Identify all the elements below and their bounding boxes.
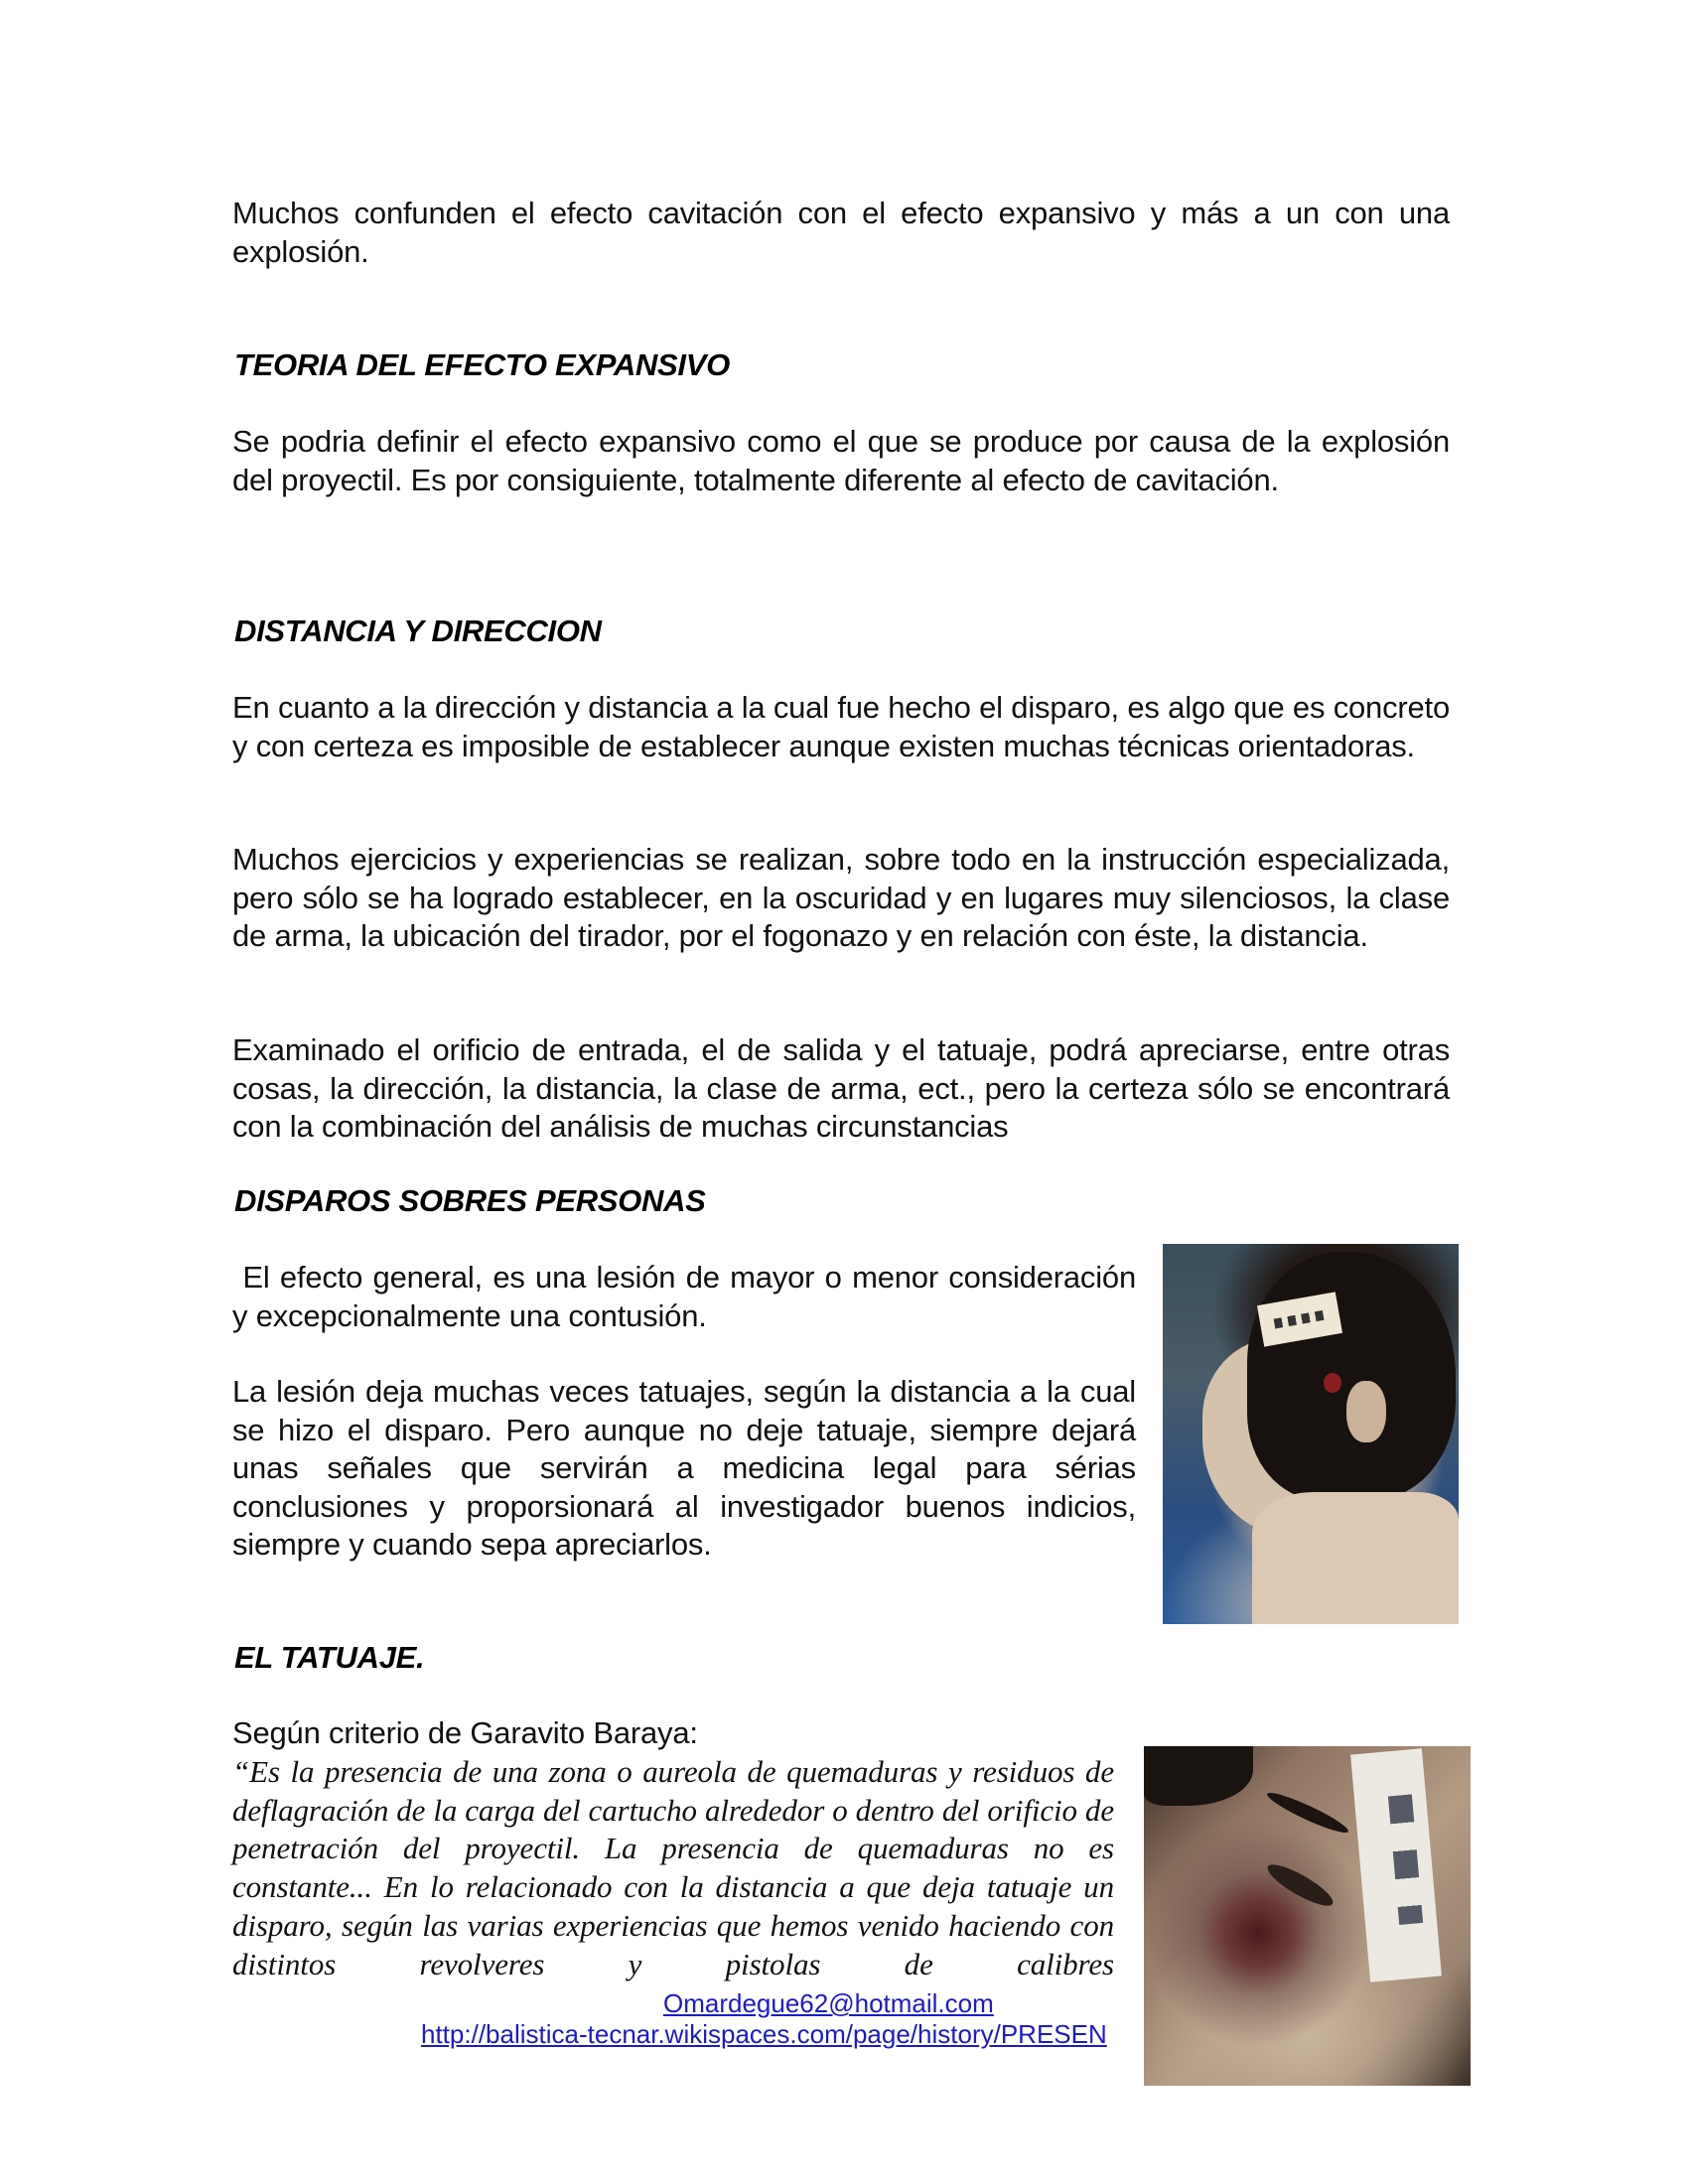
heading-disparos-sobre-personas: DISPAROS SOBRES PERSONAS	[234, 1183, 706, 1218]
heading-teoria-efecto-expansivo: TEORIA DEL EFECTO EXPANSIVO	[234, 347, 730, 382]
paragraph-efecto-general: El efecto general, es una lesión de mayor o menor consideración y excepcionalmente una contusión.	[232, 1260, 1145, 1333]
quote-garavito-baraya: “Es la presencia de una zona o aureola de quemaduras y residuos de deflagración de la carga del cartucho alrededor o dentro del orificio de penetración del proyectil. La presencia de quemaduras no es constante... En lo relacionado con la distancia a que deja tatuaje un disparo, según las varias experiencias que hemos venido haciendo con distintos revolveres y pistolas de calibres	[232, 1754, 1114, 1981]
footer-url-link[interactable]: http://balistica-tecnar.wikispaces.com/page/history/PRESEN	[421, 2019, 1107, 2049]
paragraph-ejercicios-experiencias: Muchos ejercicios y experiencias se realizan, sobre todo en la instrucción especializada, pero sólo se ha logrado establecer, en la oscuridad y en lugares muy silenciosos, la clase de arma, la ubicación del tirador, por el fogonazo y en relación con éste, la distancia.	[232, 842, 1450, 953]
paragraph-direccion-distancia: En cuanto a la dirección y distancia a la cual fue hecho el disparo, es algo que es concreto y con certeza es imposible de establecer aunque existen muchas técnicas orientadoras.	[232, 690, 1450, 763]
photo-hair-shape	[1247, 1252, 1456, 1500]
paragraph-efecto-expansivo: Se podria definir el efecto expansivo como el que se produce por causa de la explosión del proyectil. Es por consiguiente, totalmente diferente al efecto de cavitación.	[232, 424, 1450, 497]
heading-distancia-direccion: DISTANCIA Y DIRECCION	[234, 614, 602, 648]
heading-el-tatuaje: EL TATUAJE.	[234, 1640, 425, 1675]
paragraph-criterio-garavito: Según criterio de Garavito Baraya:	[232, 1715, 698, 1750]
photo-evidence-scale	[1350, 1748, 1442, 1981]
photo-neck-shape	[1252, 1492, 1459, 1624]
photo-eyebrow-shape	[1264, 1788, 1350, 1839]
paragraph-orificio-entrada: Examinado el orificio de entrada, el de salida y el tatuaje, podrá apreciarse, entre otras cosas, la dirección, la distancia, la clase de arma, ect., pero la certeza sólo se encontrará con la combinación del análisis de muchas circunstancias	[232, 1032, 1450, 1144]
photo-eye-shape	[1263, 1858, 1337, 1913]
photo-ear-shape	[1346, 1381, 1386, 1442]
footer-email-link[interactable]: Omardegue62@hotmail.com	[663, 1988, 994, 2018]
photo-profile-head-wound	[1163, 1244, 1459, 1624]
intro-paragraph: Muchos confunden el efecto cavitación con el efecto expansivo y más a un con una explosión.	[232, 196, 1450, 269]
photo-wound-mark	[1324, 1373, 1341, 1393]
paragraph-lesion-tatuajes: La lesión deja muchas veces tatuajes, según la distancia a la cual se hizo el disparo. Pero aunque no deje tatuaje, siempre dejará unas señales que servirán a medicina legal para sérias conclusiones y proporsionará al investigador buenos indicios, siempre y cuando sepa apreciarlos.	[232, 1374, 1136, 1562]
photo-hair-shape	[1144, 1746, 1253, 1806]
photo-tattooing-closeup	[1144, 1746, 1471, 2086]
